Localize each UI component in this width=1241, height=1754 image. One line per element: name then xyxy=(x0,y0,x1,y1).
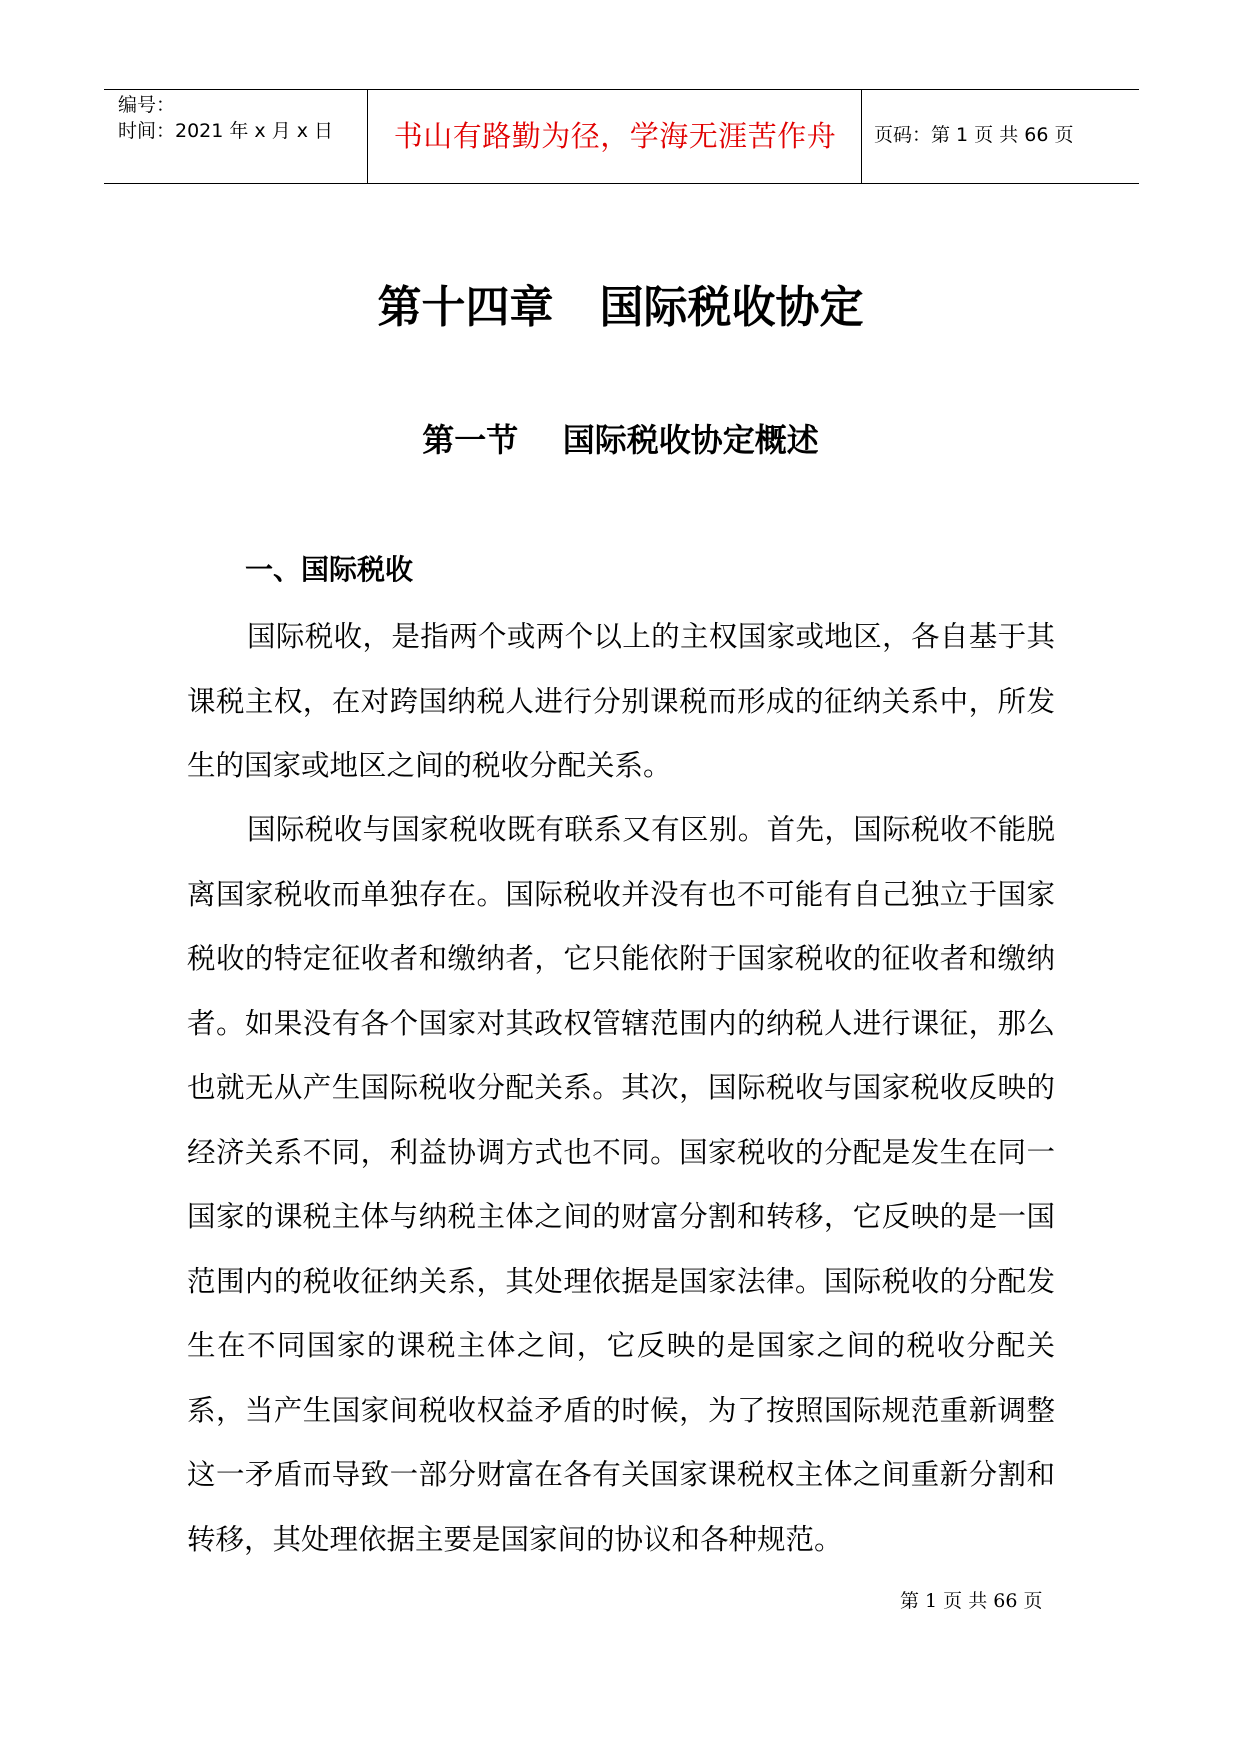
document-number-label: 编号： xyxy=(118,94,176,116)
header-meta-cell xyxy=(104,90,368,183)
chapter-title: 第十四章 国际税收协定 xyxy=(377,282,864,333)
page-footer-number: 第 1 页 共 66 页 xyxy=(900,1590,1043,1612)
header-page-info: 页码：第 1 页 共 66 页 xyxy=(874,124,1074,146)
section-title: 第一节 国际税收协定概述 xyxy=(422,421,819,459)
document-time-label: 时间：2021 年 x 月 x 日 xyxy=(118,120,334,142)
page-header-table xyxy=(104,89,1139,184)
header-page-cell xyxy=(862,90,1139,183)
header-motto-cell xyxy=(368,90,862,183)
body-paragraph: 国际税收与国家税收既有联系又有区别。首先，国际税收不能脱离国家税收而单独存在。国际税收并没有也不可能有自己独立于国家税收的特定征收者和缴纳者，它只能依附于国家税收的征收者和缴纳者。如果没有各个国家对其政权管辖范围内的纳税人进行课征，那么也就无从产生国际税收分配关系。其次，国际税收与国家税收反映的经济关系不同，利益协调方式也不同。国家税收的分配是发生在同一国家的课税主体与纳税主体之间的财富分割和转移，它反映的是一国范围内的税收征纳关系，其处理依据是国家法律。国际税收的分配发生在不同国家的课税主体之间，它反映的是国家之间的税收分配关系，当产生国家间税收权益矛盾的时候，为了按照国际规范重新调整这一矛盾而导致一部分财富在各有关国家课税权主体之间重新分割和转移，其处理依据主要是国家间的协议和各种规范。 xyxy=(187,813,1055,1556)
header-motto: 书山有路勤为径，学海无涯苦作舟 xyxy=(393,119,837,153)
body-paragraph: 国际税收，是指两个或两个以上的主权国家或地区，各自基于其课税主权，在对跨国纳税人进行分别课税而形成的征纳关系中，所发生的国家或地区之间的税收分配关系。 xyxy=(187,620,1055,782)
subheading: 一、国际税收 xyxy=(245,553,414,586)
